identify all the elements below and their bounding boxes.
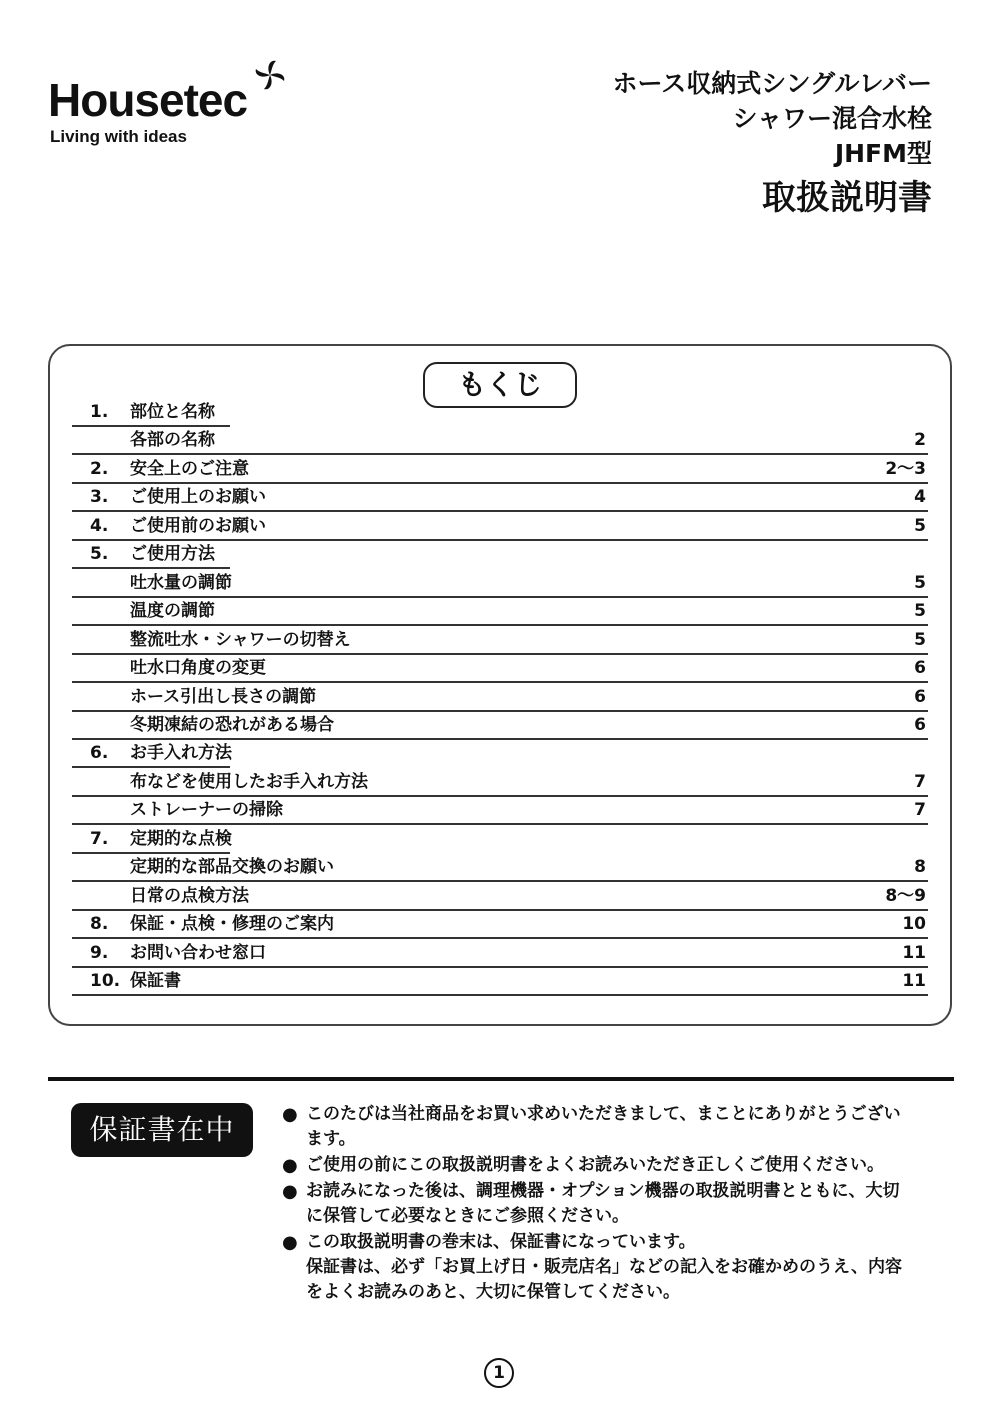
notice-text: お読みになった後は、調理機器・オプション機器の取扱説明書とともに、大切 [306, 1181, 900, 1201]
toc-row-number: 7. [90, 828, 109, 849]
brand-name: Housetec [48, 74, 248, 126]
toc-row [72, 541, 230, 569]
toc-row-number: 1. [90, 402, 109, 422]
notice-item [282, 1230, 962, 1305]
toc-row [72, 399, 230, 427]
toc-row [72, 968, 928, 996]
toc-row-label: 定期的な部品交換のお願い [130, 857, 334, 878]
toc-row-page: 6 [914, 658, 926, 679]
notice-text: この取扱説明書の巻末は、保証書になっています。 [306, 1232, 696, 1252]
brand-logo [48, 55, 308, 150]
toc-row [72, 740, 230, 768]
toc-row-label: 吐水量の調節 [130, 572, 232, 593]
toc-row-label: ご使用前のお願い [130, 515, 266, 536]
toc-row-page: 5 [914, 629, 926, 650]
toc-row [72, 826, 230, 854]
notice-text: ご使用の前にこの取扱説明書をよくお読みいただき正しくご使用ください。 [306, 1155, 884, 1175]
notice-item [282, 1102, 962, 1152]
notice-text: 保証書は、必ず「お買上げ日・販売店名」などの記入をお確かめのうえ、内容 [306, 1257, 903, 1277]
toc-row-label: 整流吐水・シャワーの切替え [130, 629, 351, 650]
toc-row [72, 513, 928, 541]
toc-row-number: 10. [90, 971, 121, 991]
toc-row [72, 655, 928, 683]
section-divider [48, 1077, 954, 1081]
product-title [612, 66, 932, 171]
toc-row-page: 11 [902, 971, 926, 991]
toc-row-label: ストレーナーの掃除 [130, 800, 283, 821]
toc-row-page: 5 [914, 515, 926, 536]
toc-row [72, 684, 928, 712]
toc-row-label: 安全上のご注意 [130, 458, 249, 479]
warranty-enclosed-badge: 保証書在中 [71, 1103, 253, 1157]
notice-item [282, 1153, 962, 1178]
bullet-icon: ● [282, 1232, 298, 1253]
toc-row-page: 5 [914, 601, 926, 622]
toc-row [72, 940, 928, 968]
toc-row-page: 8 [914, 857, 926, 878]
toc-row [72, 627, 928, 655]
toc-row-number: 8. [90, 914, 109, 935]
notice-text: をよくお読みのあと、大切に保管してください。 [306, 1282, 680, 1302]
toc-row-label: 定期的な点検 [130, 828, 232, 849]
toc-row-page: 11 [902, 942, 926, 963]
toc-row-number: 3. [90, 487, 109, 508]
toc-heading: もくじ [423, 362, 577, 408]
product-title-line: ホース収納式シングルレバー [612, 69, 932, 98]
toc-row [72, 598, 928, 626]
brand-tagline: Living with ideas [50, 127, 187, 146]
toc-row [72, 911, 928, 939]
bullet-icon: ● [282, 1181, 298, 1202]
toc-row-label: ご使用上のお願い [130, 487, 266, 508]
toc-row-number: 9. [90, 942, 109, 963]
toc-row-number: 6. [90, 743, 109, 764]
toc-row-number: 5. [90, 544, 109, 565]
product-title-line: シャワー混合水栓 [732, 104, 932, 133]
toc-row-label: 吐水口角度の変更 [130, 658, 266, 679]
bullet-icon: ● [282, 1155, 298, 1176]
toc-row-label: 保証・点検・修理のご案内 [130, 914, 334, 935]
toc-row [72, 769, 928, 797]
toc-row [72, 854, 928, 882]
toc-row-label: 布などを使用したお手入れ方法 [130, 771, 368, 792]
toc-row [72, 797, 928, 825]
toc-row-label: お問い合わせ窓口 [130, 942, 266, 963]
notice-item [282, 1179, 962, 1229]
toc-row-label: 部位と名称 [130, 402, 215, 422]
toc-row-label: 日常の点検方法 [130, 885, 249, 906]
toc-row-label: 温度の調節 [130, 601, 215, 622]
toc-row [72, 427, 928, 455]
toc-row-page: 5 [914, 572, 926, 593]
toc-row [72, 484, 928, 512]
toc-row-page: 2～3 [885, 458, 926, 479]
toc-row-page: 8～9 [885, 885, 926, 906]
document-title: 取扱説明書 [762, 178, 932, 218]
toc-row-label: ご使用方法 [130, 544, 215, 565]
toc-row-number: 4. [90, 515, 109, 536]
notice-text: ます。 [306, 1129, 356, 1149]
toc-row [72, 712, 928, 740]
toc-row-label: ホース引出し長さの調節 [130, 686, 317, 707]
toc-row [72, 570, 928, 598]
toc-row-page: 7 [914, 771, 926, 792]
toc-row [72, 883, 928, 911]
toc-row-number: 2. [90, 458, 109, 479]
notice-text: このたびは当社商品をお買い求めいただきまして、まことにありがとうござい [306, 1104, 901, 1124]
product-title-line: JHFM型 [834, 139, 932, 168]
toc-row-page: 2 [914, 430, 926, 451]
bullet-icon: ● [282, 1104, 298, 1125]
toc-row-page: 7 [914, 800, 926, 821]
toc-row-label: 冬期凍結の恐れがある場合 [130, 714, 334, 735]
notice-list [282, 1102, 962, 1306]
toc-row-page: 10 [902, 914, 926, 935]
toc-row-page: 4 [914, 487, 926, 508]
toc-row-page: 6 [914, 686, 926, 707]
toc-row-label: 保証書 [130, 971, 181, 991]
toc-row [72, 456, 928, 484]
toc-row-label: 各部の名称 [130, 430, 215, 451]
notice-text: に保管して必要なときにご参照ください。 [306, 1206, 629, 1226]
page-number: 1 [484, 1358, 514, 1388]
pinwheel-logo-icon [248, 55, 292, 95]
toc-row-page: 6 [914, 714, 926, 735]
toc-row-label: お手入れ方法 [130, 743, 232, 764]
